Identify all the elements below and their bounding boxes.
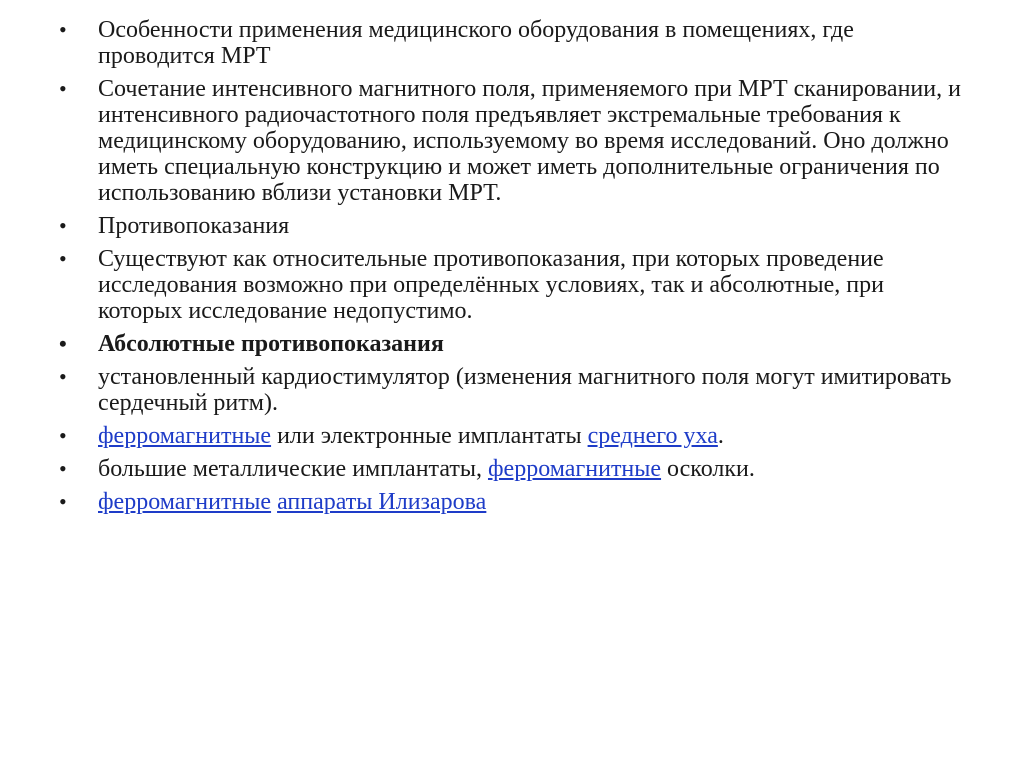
list-item (59, 364, 969, 416)
item-text: Сочетание интенсивного магнитного поля, применяемого при МРТ сканировании, и интенсивного радиочастотного поля предъявляет экстремальные требования к медицинскому оборудованию, используемому во время исследований. Оно должно иметь специальную конструкцию и может иметь дополнительные ограничения по использованию вблизи установки МРТ. (98, 76, 961, 206)
item-text: Противопоказания (98, 213, 290, 239)
bullet-list (59, 17, 969, 522)
item-text: осколки. (661, 456, 755, 482)
list-item (59, 17, 969, 69)
link-ferromagnetic[interactable]: ферромагнитные (487, 456, 662, 482)
link-middle-ear[interactable]: среднего уха (587, 423, 718, 449)
list-item (59, 76, 969, 206)
bullet-icon: • (59, 17, 67, 42)
item-text: . (717, 423, 724, 449)
list-item (59, 331, 969, 357)
list-item (59, 246, 969, 324)
list-item (59, 423, 969, 449)
item-text: Особенности применения медицинского оборудования в помещениях, где проводится МРТ (98, 17, 854, 69)
list-item (59, 213, 969, 239)
bullet-icon: • (59, 246, 67, 271)
bullet-icon: • (59, 364, 67, 389)
item-text: Существуют как относительные противопоказания, при которых проведение исследования возможно при определённых условиях, так и абсолютные, при которых исследование недопустимо. (98, 246, 884, 324)
bullet-icon: • (59, 423, 67, 448)
link-ferromagnetic[interactable]: ферромагнитные (98, 423, 272, 449)
link-ferromagnetic[interactable]: ферромагнитные (98, 489, 272, 515)
link-ilizarov-apparatus[interactable]: аппараты Илизарова (277, 489, 487, 515)
bullet-icon: • (59, 76, 67, 101)
item-heading: Абсолютные противопоказания (98, 331, 444, 357)
list-item (59, 456, 969, 482)
bullet-icon: • (59, 456, 67, 481)
bullet-icon: • (59, 489, 67, 514)
bullet-icon: • (59, 331, 67, 356)
list-item (59, 489, 969, 515)
bullet-icon: • (59, 213, 67, 238)
item-text: или электронные имплантаты (271, 423, 588, 449)
item-text: большие металлические имплантаты, (98, 456, 488, 482)
item-text: установленный кардиостимулятор (изменения магнитного поля могут имитировать сердечный ритм). (98, 364, 952, 416)
